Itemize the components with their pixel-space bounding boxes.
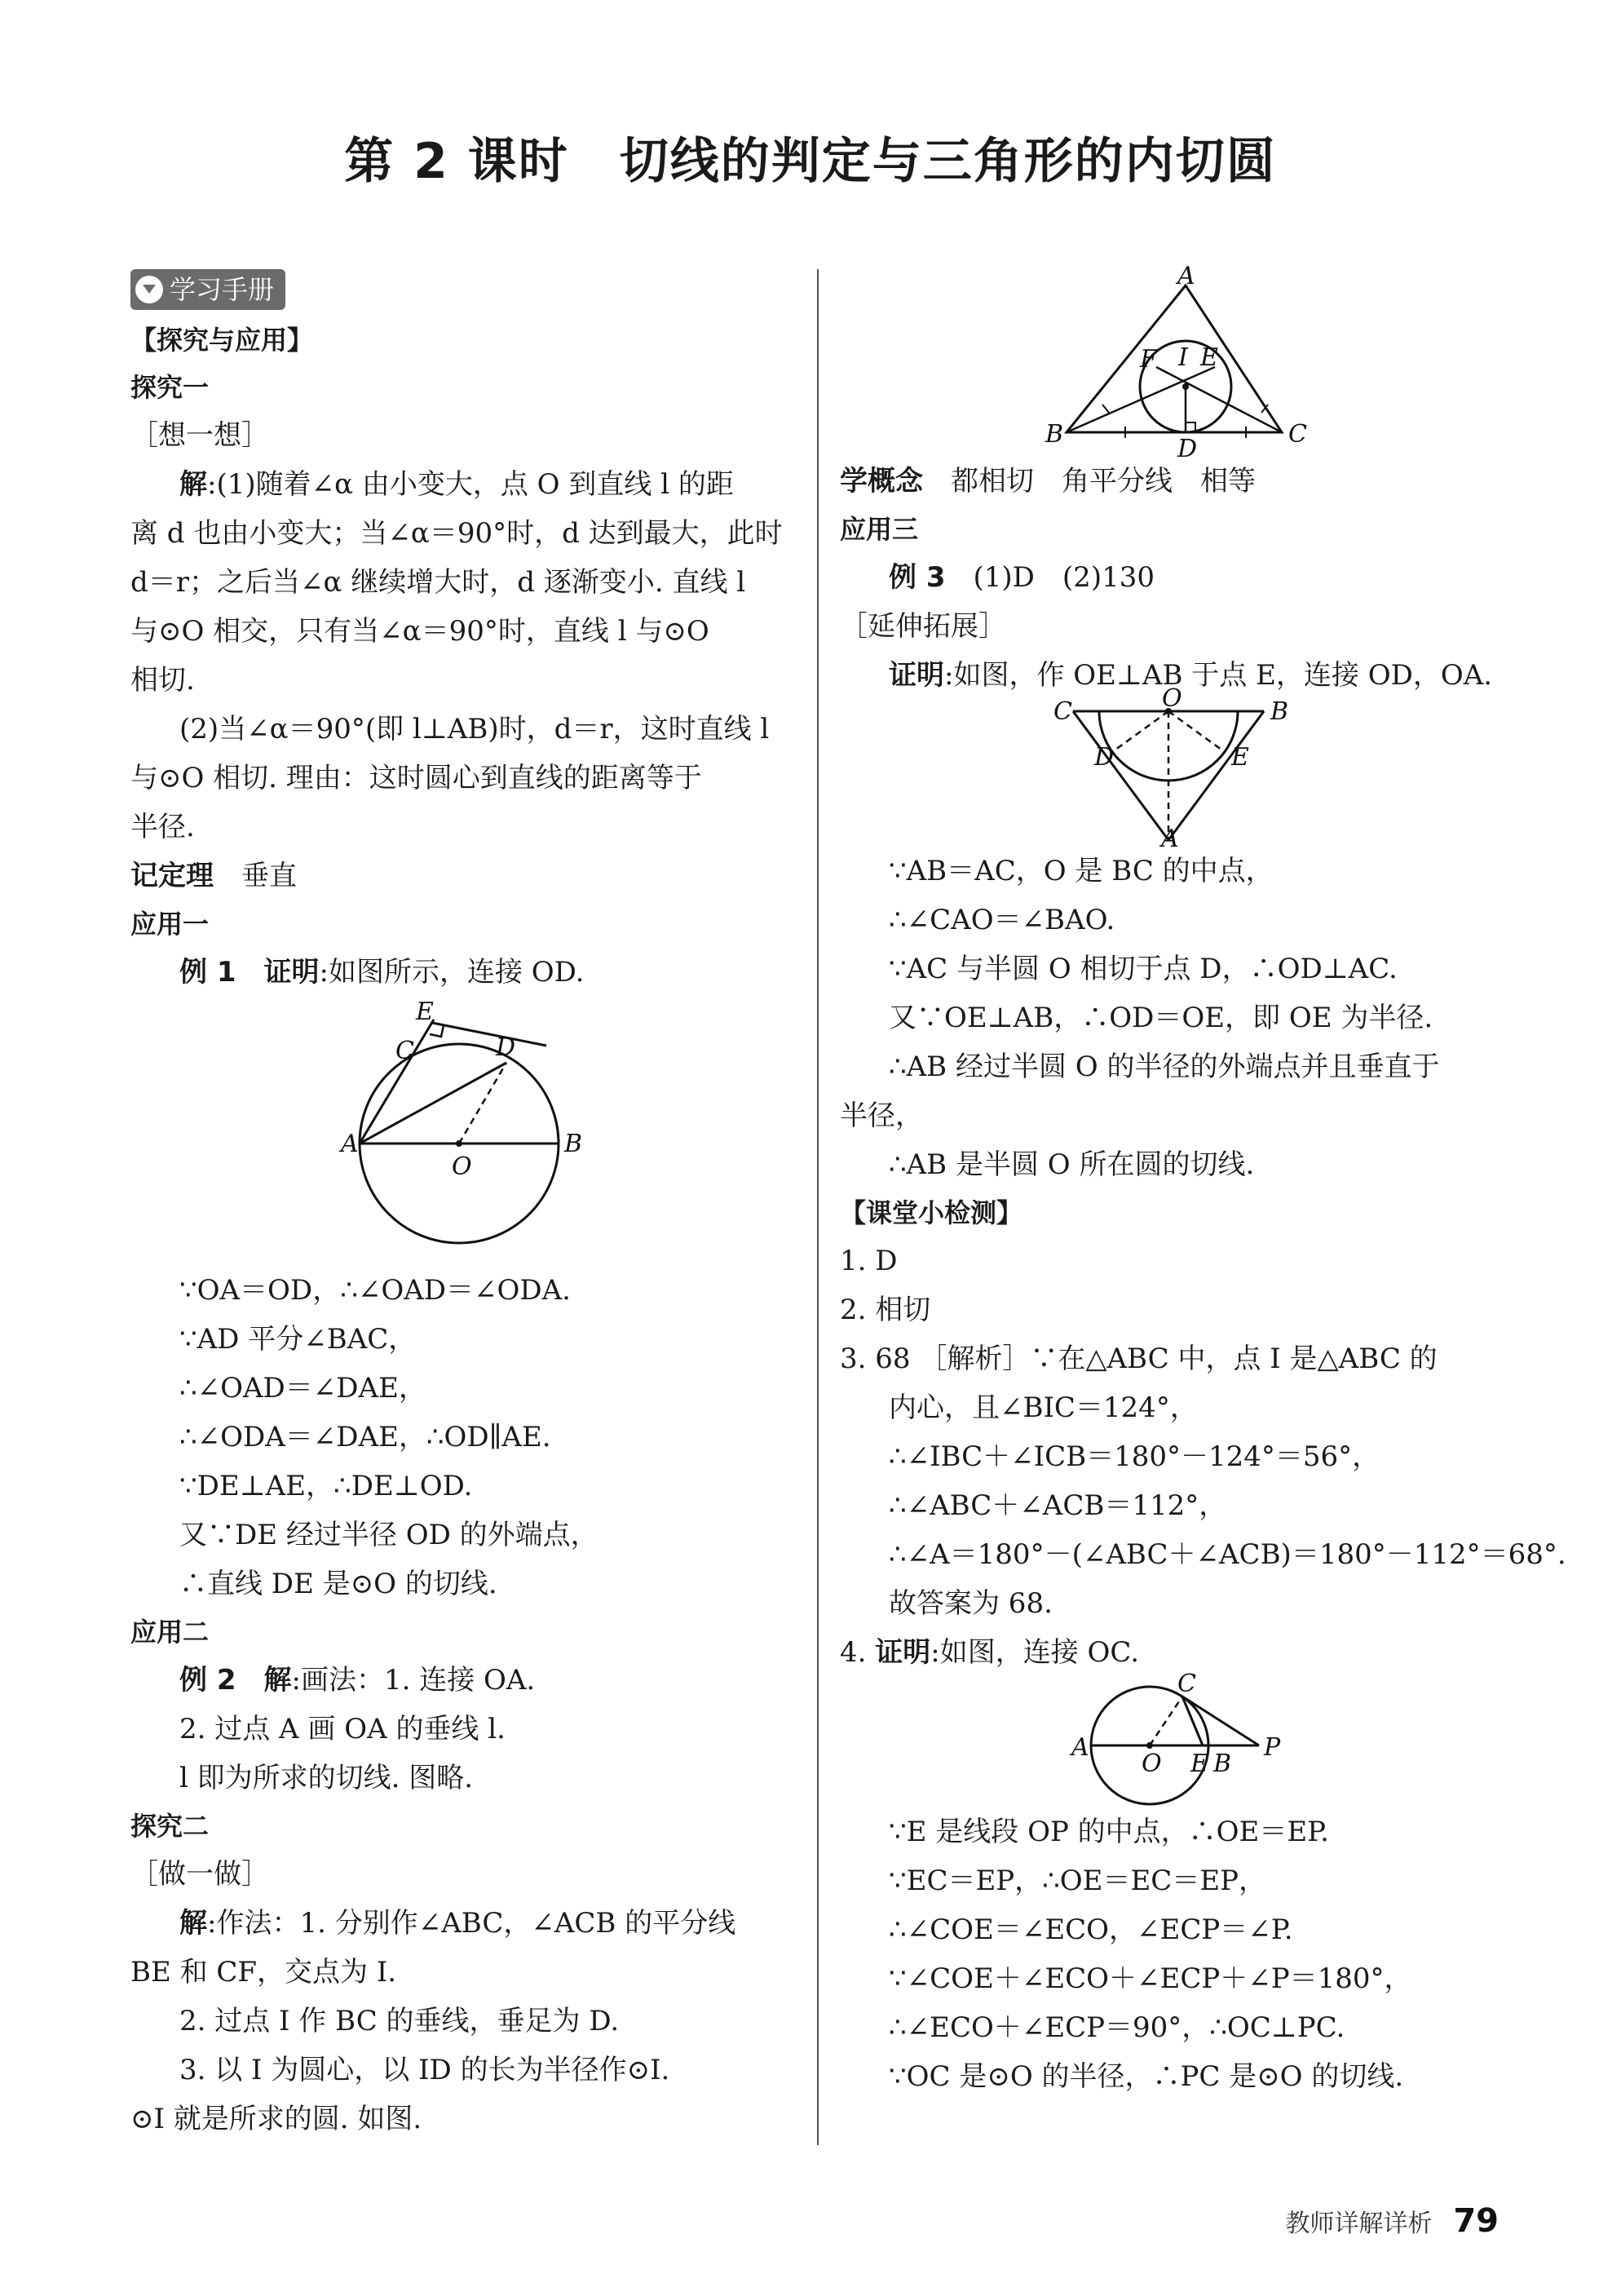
do-label: ［做一做］ bbox=[130, 1858, 269, 1891]
explore-two-heading: 探究二 bbox=[130, 1811, 210, 1842]
extension-label: ［延伸拓展］ bbox=[840, 610, 1006, 643]
proof-line: ∴直线 DE 是⊙O 的切线. bbox=[179, 1568, 497, 1600]
extension-proof-line: 证明:如图，作 OE⊥AB 于点 E，连接 OD，OA. bbox=[889, 659, 1493, 692]
left-column bbox=[130, 269, 791, 2143]
footer-text: 教师详解详析 bbox=[1285, 2210, 1433, 2238]
paragraph-line: 解:(1)随着∠α 由小变大，点 O 到直线 l 的距 bbox=[179, 468, 734, 501]
label-d: D bbox=[496, 1033, 516, 1062]
label-e: E bbox=[1190, 1750, 1208, 1778]
proof-line: ∵DE⊥AE，∴DE⊥OD. bbox=[179, 1470, 473, 1502]
method-line: 解:作法：1. 分别作∠ABC，∠ACB 的平分线 bbox=[179, 1907, 736, 1940]
proof-line: ∵AC 与半圆 O 相切于点 D，∴OD⊥AC. bbox=[889, 953, 1398, 985]
proof-line: ∴∠COE＝∠ECO，∠ECP＝∠P. bbox=[889, 1913, 1293, 1946]
example-two-line: 例 2 解:画法：1. 连接 OA. bbox=[179, 1664, 536, 1697]
paragraph-line: 半径. bbox=[130, 811, 195, 843]
example-two-line: 2. 过点 A 画 OA 的垂线 l. bbox=[179, 1713, 506, 1745]
label-f: F bbox=[1140, 345, 1157, 374]
right-column bbox=[840, 262, 1566, 2101]
label-e: E bbox=[1231, 743, 1249, 772]
application-two-heading: 应用二 bbox=[130, 1617, 210, 1648]
label-o: O bbox=[1162, 684, 1182, 713]
paragraph-line: 与⊙O 相交，只有当∠α＝90°时，直线 l 与⊙O bbox=[130, 615, 709, 648]
figure-incircle bbox=[840, 262, 1508, 463]
concept-line: 学概念 都相切 角平分线 相等 bbox=[840, 465, 1256, 498]
label-b: B bbox=[1213, 1750, 1232, 1778]
badge-row bbox=[130, 269, 791, 316]
label-b: B bbox=[1270, 697, 1289, 726]
page-number: 79 bbox=[1453, 2202, 1499, 2240]
paragraph-line: d＝r；之后当∠α 继续增大时，d 逐渐变小. 直线 l bbox=[130, 566, 746, 599]
proof-line: ∵∠COE＋∠ECO＋∠ECP＋∠P＝180°， bbox=[889, 1962, 1412, 1995]
label-d: D bbox=[1177, 435, 1198, 463]
method-line: 2. 过点 I 作 BC 的垂线，垂足为 D. bbox=[179, 2005, 620, 2037]
triangle-abc bbox=[1067, 285, 1282, 432]
application-three-heading: 应用三 bbox=[840, 514, 919, 545]
answer-line: 4. 证明:如图，连接 OC. bbox=[840, 1636, 1139, 1669]
proof-line: ∴∠ODA＝∠DAE，∴OD∥AE. bbox=[179, 1421, 551, 1453]
proof-line: ∴∠OAD＝∠DAE， bbox=[179, 1372, 426, 1405]
paragraph-line: 相切. bbox=[130, 664, 195, 697]
paragraph-line: 与⊙O 相切. 理由：这时圆心到直线的距离等于 bbox=[130, 762, 702, 794]
answer-line: ∴∠IBC＋∠ICB＝180°－124°＝56°， bbox=[889, 1440, 1380, 1473]
method-line: BE 和 CF，交点为 I. bbox=[130, 1956, 397, 1989]
chevron-down-icon bbox=[135, 276, 163, 303]
label-p: P bbox=[1264, 1733, 1281, 1762]
paragraph-line: 离 d 也由小变大；当∠α＝90°时，d 达到最大，此时 bbox=[130, 517, 783, 550]
proof-line: ∴AB 经过半圆 O 的半径的外端点并且垂直于 bbox=[889, 1051, 1440, 1083]
label-a: A bbox=[1177, 262, 1195, 290]
explore-one-heading: 探究一 bbox=[130, 372, 210, 403]
proof-line: 又∵DE 经过半径 OD 的外端点， bbox=[179, 1519, 598, 1551]
proof-line: ∵AB＝AC，O 是 BC 的中点， bbox=[889, 855, 1274, 887]
label-a: A bbox=[1071, 1733, 1089, 1762]
answer-line: ∴∠ABC＋∠ACB＝112°， bbox=[889, 1489, 1227, 1522]
label-o: O bbox=[1142, 1750, 1162, 1778]
label-c: C bbox=[395, 1037, 414, 1065]
label-c: C bbox=[1053, 697, 1072, 726]
label-e: E bbox=[416, 998, 434, 1026]
figure-circle-tangent bbox=[130, 997, 791, 1266]
proof-line: ∴∠ECO＋∠ECP＝90°，∴OC⊥PC. bbox=[889, 2011, 1345, 2044]
answer-line: 内心，且∠BIC＝124°， bbox=[889, 1391, 1198, 1424]
think-label: ［想一想］ bbox=[130, 419, 269, 452]
label-c: C bbox=[1288, 420, 1307, 449]
proof-line: ∵AD 平分∠BAC， bbox=[179, 1323, 417, 1356]
proof-line: ∵E 是线段 OP 的中点，∴OE＝EP. bbox=[889, 1816, 1329, 1848]
label-b: B bbox=[1045, 420, 1064, 449]
method-line: 3. 以 I 为圆心，以 ID 的长为半径作⊙I. bbox=[179, 2054, 670, 2086]
label-e: E bbox=[1200, 343, 1218, 372]
section-heading: 【探究与应用】 bbox=[130, 325, 314, 356]
label-i: I bbox=[1178, 343, 1188, 372]
label-d: D bbox=[1094, 743, 1115, 772]
proof-line: ∴∠CAO＝∠BAO. bbox=[889, 904, 1115, 936]
label-a: A bbox=[1161, 825, 1179, 853]
proof-line: ∵OC 是⊙O 的半径，∴PC 是⊙O 的切线. bbox=[889, 2060, 1404, 2093]
column-divider bbox=[817, 269, 819, 2145]
application-one-heading: 应用一 bbox=[130, 909, 210, 940]
theorem-line: 记定理 垂直 bbox=[130, 860, 297, 892]
proof-line: ∴AB 是半圆 O 所在圆的切线. bbox=[889, 1148, 1255, 1181]
answer-line: 1. D bbox=[840, 1245, 898, 1277]
example-one-line: 例 1 证明:如图所示，连接 OD. bbox=[179, 956, 585, 989]
label-a: A bbox=[341, 1130, 359, 1158]
class-check-heading: 【课堂小检测】 bbox=[840, 1197, 1023, 1228]
figure-circle-op bbox=[840, 1670, 1508, 1807]
proof-line: ∵OA＝OD，∴∠OAD＝∠ODA. bbox=[179, 1274, 571, 1307]
page-footer bbox=[1285, 2202, 1499, 2240]
label-o: O bbox=[452, 1152, 472, 1181]
answer-line: ∴∠A＝180°－(∠ABC＋∠ACB)＝180°－112°＝68°. bbox=[889, 1538, 1566, 1571]
example-three-line: 例 3 (1)D (2)130 bbox=[889, 561, 1155, 594]
example-two-line: l 即为所求的切线. 图略. bbox=[179, 1762, 474, 1794]
label-b: B bbox=[564, 1130, 583, 1158]
paragraph-line: (2)当∠α＝90°(即 l⊥AB)时，d＝r，这时直线 l bbox=[179, 713, 770, 745]
page-title: 第 2 课时 切线的判定与三角形的内切圆 bbox=[344, 133, 1277, 190]
answer-line: 2. 相切 bbox=[840, 1294, 931, 1326]
answer-line: 故答案为 68. bbox=[889, 1587, 1053, 1620]
study-handbook-badge bbox=[130, 269, 285, 310]
figure-semicircle bbox=[840, 684, 1508, 853]
method-line: ⊙I 就是所求的圆. 如图. bbox=[130, 2103, 422, 2135]
label-c: C bbox=[1177, 1670, 1196, 1698]
answer-line: 3. 68 ［解析］∵在△ABC 中，点 I 是△ABC 的 bbox=[840, 1343, 1438, 1375]
proof-line: 又∵OE⊥AB，∴OD＝OE，即 OE 为半径. bbox=[889, 1002, 1433, 1034]
proof-line: ∵EC＝EP，∴OE＝EC＝EP， bbox=[889, 1865, 1267, 1897]
badge-label: 学习手册 bbox=[170, 274, 275, 305]
proof-line: 半径， bbox=[840, 1099, 923, 1132]
